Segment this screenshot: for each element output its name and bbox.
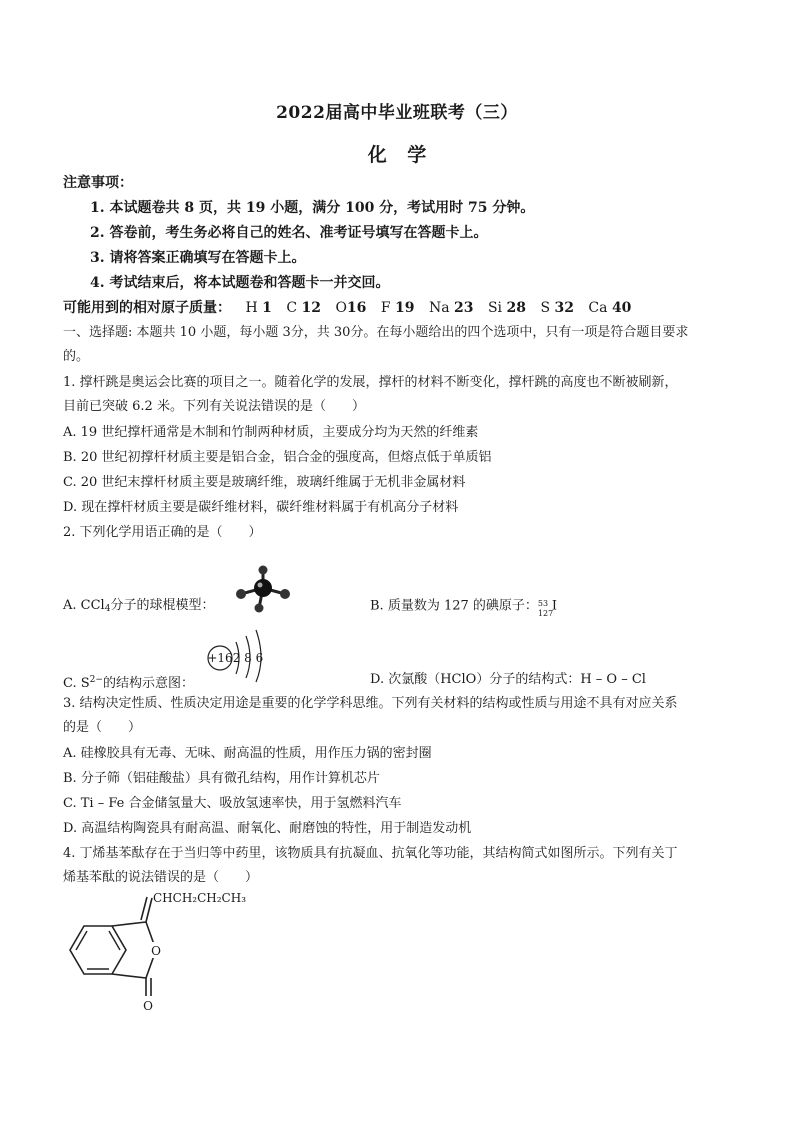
q1-option-a: A. 19 世纪撑杆通常是木制和竹制两种材质，主要成分均为天然的纤维素 <box>63 425 479 440</box>
svg-text:CHCH₂CH₂CH₃: CHCH₂CH₂CH₃ <box>153 891 247 905</box>
q1-stem-line2: 目前已突破 6.2 米。下列有关说法错误的是（ ） <box>63 399 365 414</box>
element-s: S 32 <box>540 300 574 316</box>
element-h: H 1 <box>245 300 272 316</box>
element-c: C 12 <box>286 300 321 316</box>
q1-option-d: D. 现在撑杆材质主要是碳纤维材料，碳纤维材料属于有机高分子材料 <box>63 500 459 515</box>
notice-item-2: 2. 答卷前，考生务必将自己的姓名、准考证号填写在答题卡上。 <box>90 225 488 241</box>
notice-item-3: 3. 请将答案正确填写在答题卡上。 <box>90 250 306 266</box>
ccl4-ball-stick-model <box>228 566 298 614</box>
svg-text:+16: +16 <box>207 651 233 665</box>
element-f: F 19 <box>380 300 415 316</box>
notice-item-4: 4. 考试结束后，将本试题卷和答题卡一并交回。 <box>90 275 390 291</box>
svg-text:2 8 6: 2 8 6 <box>232 651 264 665</box>
notice-item-1: 1. 本试题卷共 8 页，共 19 小题，满分 100 分，考试用时 75 分钟。 <box>90 200 535 216</box>
section1-instruction-line2: 的。 <box>63 349 90 364</box>
atomic-mass-label: 可能用到的相对原子质量： <box>63 300 231 316</box>
element-si: Si 28 <box>487 300 526 316</box>
atomic-mass-row <box>63 299 631 317</box>
iodine-isotope-notation: 53 127 <box>537 599 554 618</box>
q3-option-b: B. 分子筛（铝硅酸盐）具有微孔结构，用作计算机芯片 <box>63 771 380 786</box>
q4-stem-line1: 4. 丁烯基苯酞存在于当归等中药里，该物质具有抗凝血、抗氧化等功能，其结构简式如图所示。下列有关丁 <box>63 846 678 861</box>
q2-option-b: B. 质量数为 127 的碘原子： 53 127 I <box>370 598 558 618</box>
q2-option-a: A. CCl$_4$分子的球棍模型： <box>63 598 215 614</box>
q3-option-c: C. Ti – Fe 合金储氢量大、吸放氢速率快，用于氢燃料汽车 <box>63 796 402 811</box>
element-ca: Ca 40 <box>588 300 632 316</box>
q2-option-d: D. 次氯酸（HClO）分子的结构式：H – O – Cl <box>370 672 646 687</box>
butylidenephthalide-structure <box>60 888 260 1018</box>
element-o: O16 <box>335 300 367 316</box>
q1-option-b: B. 20 世纪初撑杆材质主要是铝合金，铝合金的强度高，但熔点低于单质铝 <box>63 450 492 465</box>
notice-heading: 注意事项： <box>63 175 133 191</box>
svg-text:O: O <box>151 944 161 958</box>
q3-option-d: D. 高温结构陶瓷具有耐高温、耐氧化、耐磨蚀的特性，用于制造发动机 <box>63 821 472 836</box>
page-title: 2022届高中毕业班联考（三） <box>276 103 518 123</box>
q1-option-c: C. 20 世纪末撑杆材质主要是玻璃纤维，玻璃纤维属于无机非金属材料 <box>63 475 466 490</box>
q1-stem-line1: 1. 撑杆跳是奥运会比赛的项目之一。随着化学的发展，撑杆的材料不断变化，撑杆跳的高度也不断被刷新， <box>63 375 678 390</box>
section1-instruction-line1: 一、选择题: 本题共 10 小题，每小题 3分，共 30分。在每小题给出的四个选项中，只有一项是符合题目要求 <box>63 325 689 340</box>
subject-title: 化 学 <box>367 144 427 166</box>
sulfide-ion-structure-diagram <box>202 626 272 674</box>
q4-stem-line2: 烯基苯酞的说法错误的是（ ） <box>63 870 259 885</box>
q3-stem-line1: 3. 结构决定性质、性质决定用途是重要的化学学科思维。下列有关材料的结构或性质与用途不具有对应关系 <box>63 696 678 711</box>
q2-option-c: C. $S^{2-}$的结构示意图： <box>63 675 194 691</box>
q2-stem: 2. 下列化学用语正确的是（ ） <box>63 525 262 540</box>
q3-option-a: A. 硅橡胶具有无毒、无味、耐高温的性质，用作压力锅的密封圈 <box>63 746 432 761</box>
element-na: Na 23 <box>428 300 474 316</box>
svg-text:O: O <box>143 999 153 1013</box>
q3-stem-line2: 的是（ ） <box>63 720 142 735</box>
